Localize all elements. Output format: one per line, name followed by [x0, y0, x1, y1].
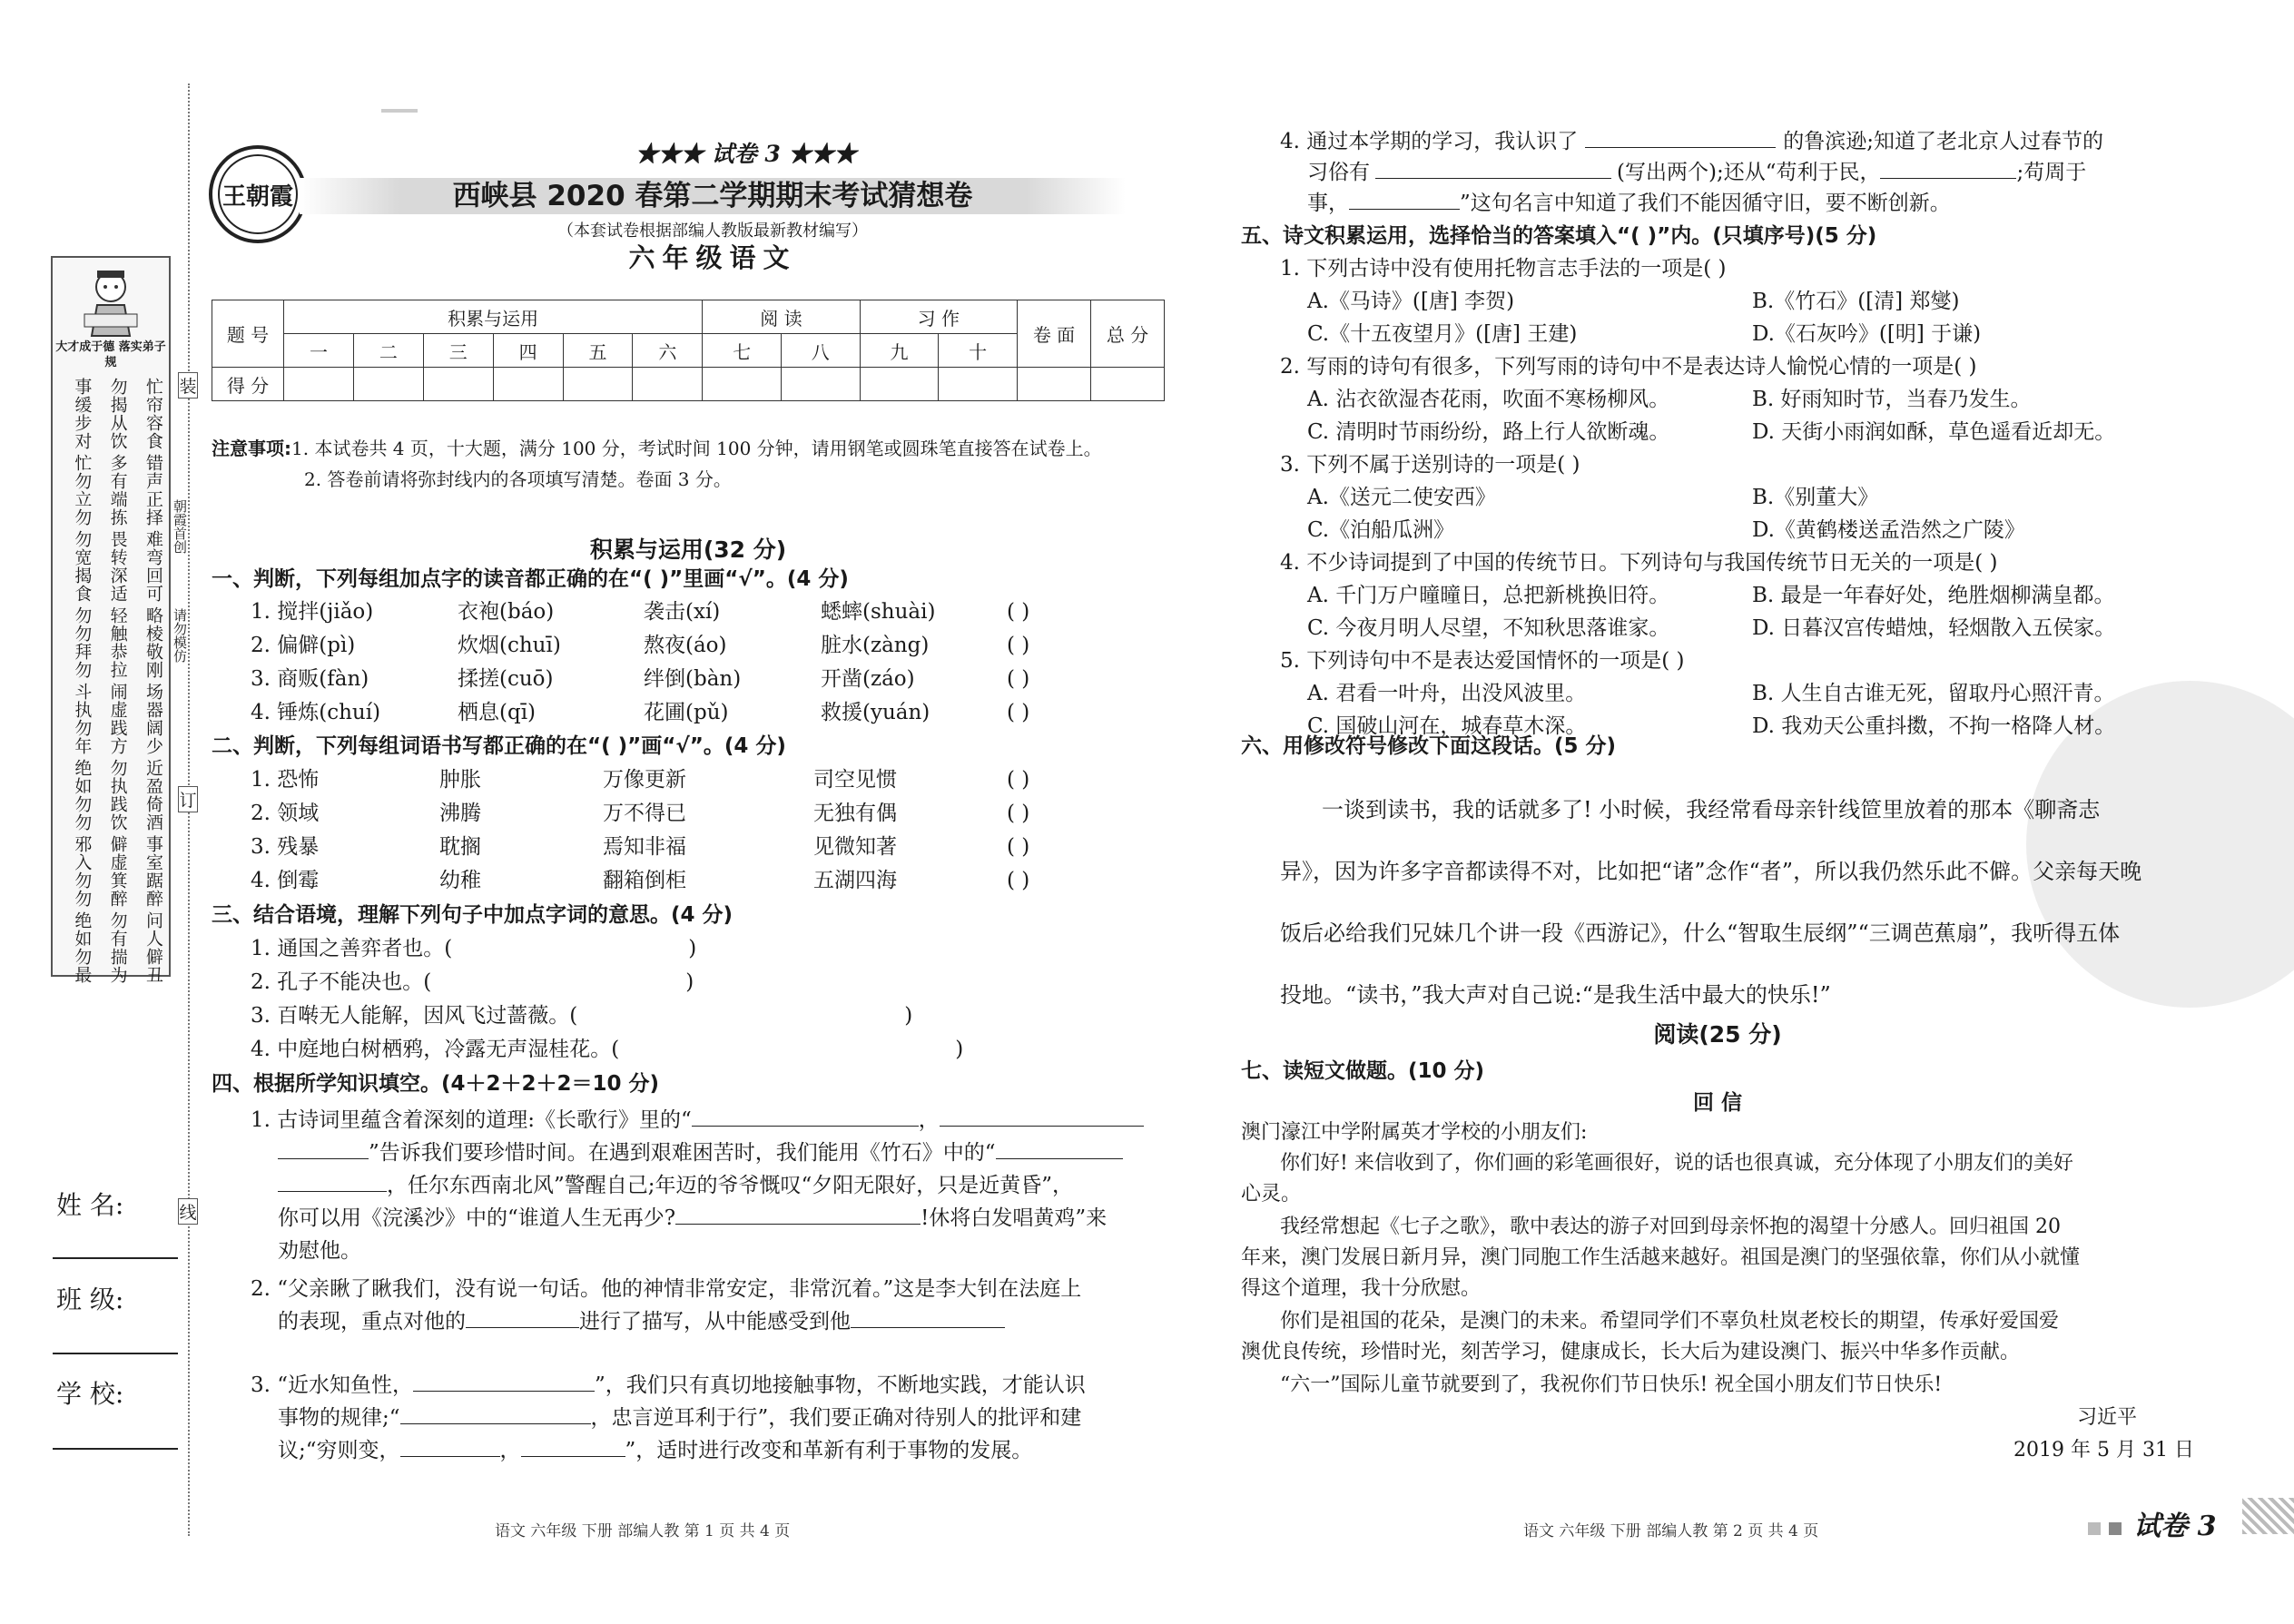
letter-p3-a: 你们是祖国的花朵，是澳门的未来。希望同学们不辜负杜岚老校长的期望，传承好爱国爱 [1280, 1310, 2060, 1333]
table-row [251, 799, 1029, 832]
q5-question: 1. 下列古诗中没有使用托物言志手法的一项是( ) [1280, 257, 1727, 281]
exam-subtitle: （本套试卷根据部编人教版最新教材编写） [557, 221, 868, 241]
q4-4-text: 的鲁滨逊;知道了老北京人过春节的 [1783, 130, 2104, 153]
q6-title: 六、用修改符号修改下面这段话。(5 分) [1241, 734, 1617, 758]
letter-p1-b: 心灵。 [1241, 1183, 1302, 1206]
q2-cell: 4. 倒霉 [251, 869, 320, 892]
table-row [251, 597, 1029, 631]
q4-line-5: 劝慰他。 [278, 1239, 361, 1263]
option-d: D. 我劝天公重抖擞，不拘一格降人材。 [1752, 714, 2116, 738]
option-c: C.《泊船瓜洲》 [1307, 518, 1455, 542]
q1-cell: 2. 偏僻(pì) [251, 634, 356, 657]
q4-4-text: 4. 通过本学期的学习，我认识了 [1280, 130, 1579, 153]
footer-right: 语文 六年级 下册 部编人教 第 2 页 共 4 页 [1523, 1522, 1819, 1540]
corner-pattern [2242, 1498, 2294, 1534]
letter-p4: “六一”国际儿童节就要到了，我祝你们节日快乐! 祝全国小朋友们节日快乐! [1280, 1373, 1943, 1396]
table-num-cell: 四 [493, 334, 563, 368]
q5-options [1280, 581, 2115, 614]
q3-close: ) [904, 1004, 913, 1028]
q1-cell: 3. 商贩(fàn) [251, 667, 369, 691]
q1-cell: 熬夜(áo) [644, 634, 727, 657]
q2-cell: 万像更新 [603, 768, 686, 792]
motto-top: 大才成于德 落实弟子规 [55, 340, 166, 369]
letter-p2-a: 我经常想起《七子之歌》，歌中表达的游子对回到母亲怀抱的渴望十分感人。回归祖国 20 [1280, 1216, 2061, 1238]
grade-title: 六年级语文 [628, 242, 797, 273]
option-b: B. 好雨知时节，当春乃发生。 [1752, 388, 2032, 411]
q5-options [1280, 418, 2115, 450]
q4-line-4 [278, 1204, 1107, 1233]
q1-cell: 栖息(qī) [458, 701, 537, 724]
q1-cell: 袭击(xí) [644, 600, 721, 624]
q3-item-1 [251, 934, 696, 963]
table-row [251, 765, 1029, 799]
q2-cell: 司空见惯 [813, 768, 897, 792]
motto-col: 忙勿立勿 [72, 454, 93, 527]
q1-cell: 开凿(záo) [821, 667, 915, 691]
notes-text-1: 1. 本试卷共 4 页，十大题，满分 100 分，考试时间 100 分钟，请用钢笔或圆珠笔直接答在试卷上。 [291, 438, 1102, 459]
letter-salutation: 澳门濠江中学附属英才学校的小朋友们: [1241, 1121, 1588, 1144]
notes-line-2: 2. 答卷前请将弥封线内的各项填写清楚。卷面 3 分。 [304, 468, 732, 490]
table-header-cell: 阅 读 [703, 300, 860, 334]
q2-cell: 焉知非福 [603, 835, 686, 859]
q2-cell: 2. 领域 [251, 802, 320, 825]
q4-text: 事物的规律;“ [278, 1406, 400, 1430]
table-header-cell: 卷 面 [1018, 300, 1091, 368]
q4-text: ，任尔东西南北风”警醒自己;年迈的爷爷慨叹“夕阳无限好，只是近黄昏”， [387, 1174, 1074, 1197]
table-num-cell: 二 [353, 334, 423, 368]
option-a: A.《马诗》([唐] 李贺) [1307, 290, 1515, 313]
cartoon-figure-icon [79, 267, 143, 338]
fill-blank[interactable] [1880, 160, 2016, 179]
q4-text: ”告诉我们要珍惜时间。在遇到艰难困苦时，我们能用《竹石》中的“ [369, 1141, 996, 1165]
q5-options [1280, 483, 2115, 516]
q2-cell: 肿胀 [439, 768, 481, 792]
q3-item-text: 4. 中庭地白树栖鸦，冷露无声湿桂花。( [251, 1038, 620, 1061]
q4-line-8 [251, 1371, 1086, 1400]
exam-badge-bottom [2088, 1503, 2217, 1543]
score-cell[interactable] [284, 368, 354, 401]
q2-title: 二、判断，下列每组词语书写都正确的在“( )”画“√”。(4 分) [212, 734, 786, 758]
q4-line-1 [251, 1106, 1144, 1135]
fill-blank[interactable] [851, 1309, 1005, 1328]
binding-mark-3: 线 [178, 1198, 198, 1225]
fill-blank[interactable] [466, 1309, 579, 1328]
letter-date: 2019 年 5 月 31 日 [2013, 1439, 2194, 1462]
q3-close: ) [955, 1038, 964, 1061]
q1-title: 一、判断，下列每组加点字的读音都正确的在“( )”里画“√”。(4 分) [212, 567, 849, 591]
q4-4-text: (写出两个);还从“苟利于民， [1617, 161, 1881, 184]
score-cell[interactable] [633, 368, 703, 401]
q3-item-text: 3. 百啭无人能解，因风飞过蔷薇。( [251, 1004, 578, 1028]
motto-col: 绝如勿最 [72, 911, 93, 984]
score-cell[interactable] [860, 368, 939, 401]
q1-cell: 救援(yuán) [821, 701, 930, 724]
motto-col: 略棱敬刚 [143, 606, 163, 679]
motto-col: 问人僻丑 [143, 911, 163, 984]
q1-cell: 1. 搅拌(jiǎo) [251, 600, 374, 624]
exam-title: 西峡县 2020 春第二学期期末考试猜想卷 [452, 180, 973, 212]
option-a: A. 沾衣欲湿杏花雨，吹面不寒杨柳风。 [1307, 388, 1670, 411]
binding-note-2: 请勿模仿 [172, 608, 188, 663]
option-c: C. 国破山河在，城春草木深。 [1307, 714, 1587, 738]
section-title-reading: 阅读(25 分) [1653, 1021, 1782, 1048]
table-header-cell: 积累与运用 [284, 300, 703, 334]
option-b: B. 最是一年春好处，绝胜烟柳满皇都。 [1752, 584, 2115, 607]
q4-line-3 [278, 1171, 1073, 1200]
q2-cell: 1. 恐怖 [251, 768, 320, 792]
fill-blank[interactable] [1375, 160, 1611, 179]
q5-question: 4. 不少诗词提到了中国的传统节日。下列诗句与我国传统节日无关的一项是( ) [1280, 551, 1998, 575]
option-d: D. 日暮汉宫传蜡烛，轻烟散入五侯家。 [1752, 616, 2116, 640]
q4-line-10 [278, 1436, 1032, 1465]
table-row [251, 631, 1029, 664]
score-cell[interactable] [423, 368, 493, 401]
option-b: B.《竹石》([清] 郑燮) [1752, 290, 1960, 313]
score-cell[interactable] [493, 368, 563, 401]
answer-paren[interactable]: ( ) [1007, 634, 1030, 657]
q1-cell: 4. 锤炼(chuí) [251, 701, 381, 724]
star-icon: ★★★ [635, 141, 712, 167]
q5-options [1280, 614, 2115, 646]
q1-cell: 蟋蟀(shuài) [821, 600, 936, 624]
logo-text: 王朝霞 [222, 183, 293, 211]
q4-text: 进行了描写，从中能感受到他 [579, 1310, 851, 1334]
motto-col: 绝如勿勿 [72, 759, 93, 832]
motto-col: 邪入勿勿 [72, 835, 93, 908]
fill-blank[interactable] [400, 1405, 591, 1424]
fill-blank[interactable] [400, 1438, 500, 1457]
table-header-cell: 习 作 [860, 300, 1017, 334]
fill-blank[interactable] [1585, 129, 1776, 148]
motto-col: 事缓步对 [72, 378, 93, 450]
table-num-cell: 九 [860, 334, 939, 368]
table-row [251, 664, 1029, 698]
motto-col: 闹虚践方 [107, 683, 128, 755]
q1-cell: 绊倒(bàn) [644, 667, 742, 691]
score-cell[interactable] [703, 368, 782, 401]
q6-paragraph-line-2: 异》，因为许多字音都读得不对，比如把“诸”念作“者”，所以我仍然乐此不僻。父亲每天晚 [1280, 859, 2142, 884]
option-c: C. 清明时节雨纷纷，路上行人欲断魂。 [1307, 420, 1670, 444]
fill-blank[interactable] [413, 1373, 595, 1392]
q2-cell: 五湖四海 [813, 869, 897, 892]
q5-options [1280, 679, 2115, 712]
fill-blank[interactable] [1349, 191, 1460, 210]
fill-blank[interactable] [521, 1438, 625, 1457]
q2-rows [251, 765, 1029, 900]
q3-close: ) [688, 937, 697, 960]
q3-item-text: 1. 通国之善弈者也。( [251, 937, 453, 960]
table-row-label: 得 分 [212, 368, 284, 401]
notes-line-1 [212, 434, 1102, 463]
q2-cell: 无独有偶 [813, 802, 897, 825]
table-num-cell: 六 [633, 334, 703, 368]
q1-rows [251, 597, 1029, 732]
q4-text: 1. 古诗词里蕴含着深刻的道理:《长歌行》里的“ [251, 1108, 692, 1132]
q4-text: 你可以用《浣溪沙》中的“谁道人生无再少? [278, 1206, 676, 1230]
motto-col: 多有端拣 [107, 454, 128, 527]
q5-options [1280, 320, 2115, 352]
class-label: 班 级: [56, 1284, 124, 1314]
q2-cell: 耽搁 [439, 835, 481, 859]
motto-col: 畏转深适 [107, 530, 128, 603]
q4-text: ， [918, 1108, 940, 1132]
q4-line-2 [278, 1138, 1123, 1167]
answer-paren[interactable]: ( ) [1007, 835, 1030, 859]
q2-cell: 见微知著 [813, 835, 897, 859]
table-row [251, 832, 1029, 866]
binding-mark-1: 装 [178, 372, 198, 399]
square-deco-icon [2088, 1522, 2101, 1535]
score-cell[interactable] [563, 368, 633, 401]
school-label: 学 校: [56, 1379, 124, 1409]
fill-blank[interactable] [940, 1107, 1144, 1127]
binding-note-1: 朝霞首创 [172, 499, 188, 554]
table-num-cell: 十 [939, 334, 1018, 368]
option-d: D. 天街小雨润如酥，草色遥看近却无。 [1752, 420, 2116, 444]
q5-options [1280, 287, 2115, 320]
motto-col: 错声正择 [143, 454, 163, 527]
q1-cell: 花圃(pǔ) [644, 701, 729, 724]
answer-paren[interactable]: ( ) [1007, 701, 1030, 724]
motto-col: 近盈倚酒 [143, 759, 163, 832]
q4-4-text: ”这句名言中知道了我们不能因循守旧，要不断创新。 [1460, 192, 1951, 215]
q1-cell: 脏水(zàng) [821, 634, 930, 657]
q3-item-text: 2. 孔子不能决也。( [251, 970, 432, 994]
q4-4-line-2 [1307, 158, 2086, 187]
letter-signature: 习近平 [2077, 1406, 2138, 1429]
motto-col: 勿有揣为 [107, 911, 128, 984]
table-header-cell: 总 分 [1091, 300, 1165, 368]
option-b: B. 人生自古谁无死，留取丹心照汗青。 [1752, 682, 2115, 705]
score-cell[interactable] [353, 368, 423, 401]
q5-question: 3. 下列不属于送别诗的一项是( ) [1280, 453, 1580, 477]
q5-options [1280, 385, 2115, 418]
footer-left: 语文 六年级 下册 部编人教 第 1 页 共 4 页 [495, 1522, 791, 1540]
letter-p1-a: 你们好! 来信收到了，你们画的彩笔画很好，说的话也很真诚，充分体现了小朋友们的美好 [1280, 1152, 2073, 1175]
option-a: A.《送元二使安西》 [1307, 486, 1496, 509]
q4-line-7 [278, 1307, 1005, 1336]
q3-item-3 [251, 1001, 912, 1030]
publisher-logo [207, 143, 309, 245]
answer-paren[interactable]: ( ) [1007, 802, 1030, 825]
q2-cell: 万不得已 [603, 802, 686, 825]
name-label: 姓 名: [56, 1190, 124, 1220]
table-num-cell: 八 [781, 334, 860, 368]
table-num-cell: 三 [423, 334, 493, 368]
q4-text: ， [499, 1439, 521, 1462]
score-cell[interactable] [781, 368, 860, 401]
exam-number-bottom: 试卷 3 [2133, 1511, 2217, 1542]
q5-question: 2. 写雨的诗句有很多，下列写雨的诗句中不是表达诗人愉悦心情的一项是( ) [1280, 355, 1977, 379]
q2-cell: 3. 残暴 [251, 835, 320, 859]
q3-close: ) [685, 970, 694, 994]
q4-title: 四、根据所学知识填空。(4＋2＋2＋2＝10 分) [212, 1072, 660, 1096]
q4-text: !休将白发唱黄鸡”来 [921, 1206, 1108, 1230]
side-motto-panel [51, 256, 171, 984]
motto-col: 勿宽揭食 [72, 530, 93, 603]
q5-title: 五、诗文积累运用，选择恰当的答案填入“( )”内。(只填序号)(5 分) [1241, 224, 1877, 248]
table-row [251, 698, 1029, 732]
q4-text: 议;“穷则变， [278, 1439, 400, 1462]
q3-item-4 [251, 1035, 963, 1064]
q4-text: ”，我们只有真切地接触事物，不断地实践，才能认识 [595, 1373, 1086, 1397]
option-b: B.《别董大》 [1752, 486, 1879, 509]
class-field[interactable] [53, 1353, 178, 1354]
q4-text: ，忠言逆耳利于行”，我们要正确对待别人的批评和建 [590, 1406, 1082, 1430]
motto-grid [53, 376, 169, 986]
q1-cell: 衣袍(báo) [458, 600, 555, 624]
table-header-cell: 题 号 [212, 300, 284, 368]
answer-paren[interactable]: ( ) [1007, 768, 1030, 792]
q4-4-text: 事， [1307, 192, 1349, 215]
letter-title: 回 信 [1692, 1091, 1742, 1115]
motto-col: 忙帘容食 [143, 378, 163, 450]
option-a: A. 君看一叶舟，出没风波里。 [1307, 682, 1587, 705]
motto-col: 场器阔少 [143, 683, 163, 755]
q1-cell: 揉搓(cuō) [458, 667, 554, 691]
q4-4-line-1 [1280, 127, 2103, 156]
score-cell[interactable] [1018, 368, 1091, 401]
q4-text: ”，适时进行改变和革新有利于事物的发展。 [625, 1439, 1033, 1462]
star-icon: ★★★ [780, 141, 857, 167]
option-c: C.《十五夜望月》([唐] 王建) [1307, 322, 1578, 346]
motto-col: 勿勿拜勿 [72, 606, 93, 679]
table-num-cell: 七 [703, 334, 782, 368]
exam-number: 试卷 3 [711, 141, 781, 167]
letter-p2-b: 年来，澳门发展日新月异，澳门同胞工作生活越来越好。祖国是澳门的坚强依靠，你们从小就懂 [1241, 1246, 2081, 1269]
score-table [212, 300, 1165, 401]
binding-mark-2: 订 [178, 786, 198, 812]
q4-text: 的表现，重点对他的 [278, 1310, 466, 1334]
q4-text: 3. “近水知鱼性， [251, 1373, 414, 1397]
fill-blank[interactable] [278, 1140, 369, 1159]
motto-col: 难弯回可 [143, 530, 163, 603]
motto-col: 僻虚箕醉 [107, 835, 128, 908]
fill-blank[interactable] [996, 1140, 1123, 1159]
table-num-cell: 五 [563, 334, 633, 368]
notes-label: 注意事项: [212, 438, 291, 459]
q2-cell: 翻箱倒柜 [603, 869, 686, 892]
motto-col: 事室踞醉 [143, 835, 163, 908]
motto-col: 勿执践饮 [107, 759, 128, 832]
q2-cell: 幼稚 [439, 869, 481, 892]
option-a: A. 千门万户曈曈日，总把新桃换旧符。 [1307, 584, 1670, 607]
q5-question: 5. 下列诗句中不是表达爱国情怀的一项是( ) [1280, 649, 1685, 673]
table-row [251, 866, 1029, 900]
motto-col: 勿揭从饮 [107, 378, 128, 450]
q2-cell: 沸腾 [439, 802, 481, 825]
score-cell[interactable] [939, 368, 1018, 401]
letter-p2-c: 得这个道理，我十分欣慰。 [1241, 1277, 1482, 1300]
q6-paragraph-line-4: 投地。“读书，”我大声对自己说:“是我生活中最大的快乐!” [1280, 982, 1831, 1008]
option-c: C. 今夜月明人尽望，不知秋思落谁家。 [1307, 616, 1670, 640]
answer-paren[interactable]: ( ) [1007, 869, 1030, 892]
q4-line-6: 2. “父亲瞅了瞅我们，没有说一句话。他的神情非常安定，非常沉着。”这是李大钊在法庭上 [251, 1277, 1082, 1301]
motto-col: 轻触恭拉 [107, 606, 128, 679]
fill-blank[interactable] [692, 1107, 919, 1127]
q4-4-text: 习俗有 [1307, 161, 1370, 184]
option-d: D.《黄鹤楼送孟浩然之广陵》 [1752, 518, 2025, 542]
q4-4-line-3 [1307, 189, 1951, 218]
q6-paragraph-line-1: 一谈到读书，我的话就多了! 小时候，我经常看母亲针线笸里放着的那本《聊斋志 [1322, 797, 2101, 822]
name-field[interactable] [53, 1257, 178, 1259]
q3-item-2 [251, 968, 694, 997]
section-title-accumulation: 积累与运用(32 分) [589, 536, 787, 563]
score-cell[interactable] [1091, 368, 1165, 401]
answer-paren[interactable]: ( ) [1007, 667, 1030, 691]
answer-paren[interactable]: ( ) [1007, 600, 1030, 624]
table-num-cell: 一 [284, 334, 354, 368]
q4-4-text: ;苟周于 [2016, 161, 2087, 184]
letter-p3-b: 澳优良传统，珍惜时光，刻苦学习，健康成长，长大后为建设澳门、振兴中华多作贡献。 [1241, 1341, 2021, 1363]
fill-blank[interactable] [675, 1206, 921, 1225]
school-field[interactable] [53, 1448, 178, 1450]
q5-options [1280, 516, 2115, 548]
q1-cell: 炊烟(chuī) [458, 634, 561, 657]
header-ribbon [381, 109, 418, 113]
square-deco-icon [2109, 1522, 2122, 1535]
q6-paragraph-line-3: 饭后必给我们兄妹几个讲一段《西游记》，什么“智取生辰纲”“三调芭蕉扇”，我听得五体 [1280, 920, 2121, 946]
exam-badge-top [635, 136, 857, 169]
q3-title: 三、结合语境，理解下列句子中加点字词的意思。(4 分) [212, 903, 733, 927]
fill-blank[interactable] [278, 1173, 387, 1192]
q5-items [1280, 254, 2115, 744]
motto-col: 斗执勿年 [72, 683, 93, 755]
q4-line-9 [278, 1403, 1081, 1432]
option-d: D.《石灰吟》([明] 于谦) [1752, 322, 1982, 346]
q7-title: 七、读短文做题。(10 分) [1241, 1059, 1485, 1083]
